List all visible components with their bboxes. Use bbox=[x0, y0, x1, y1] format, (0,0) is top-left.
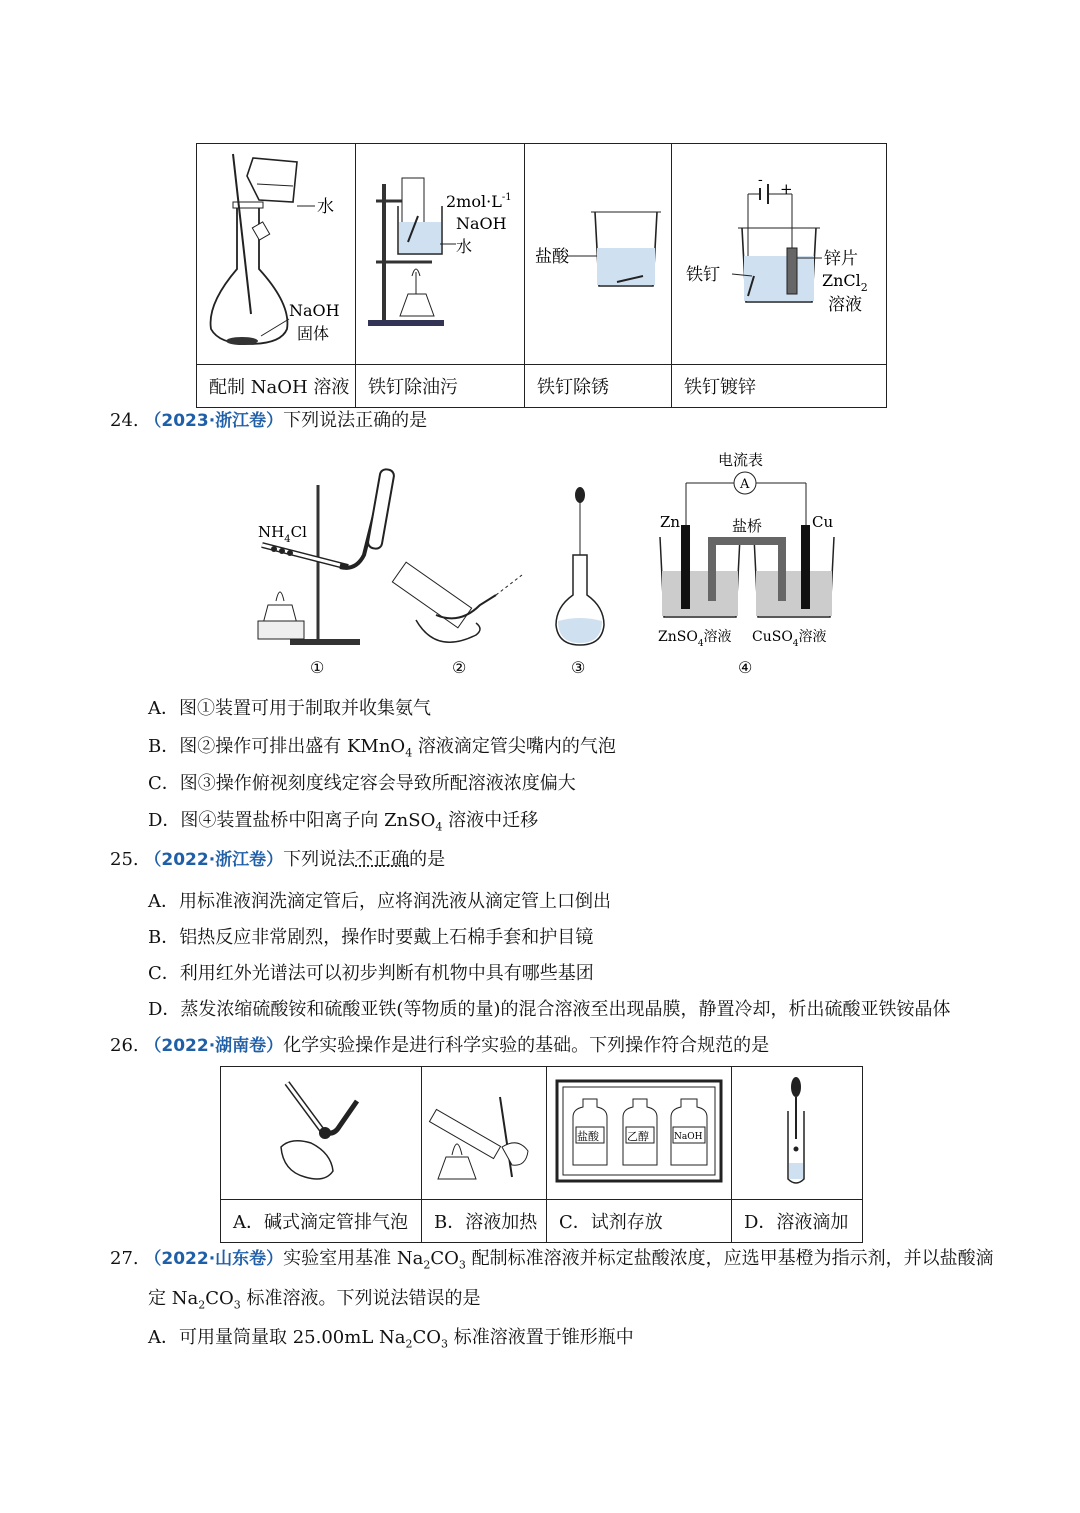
q24-option-a: A．图①装置可用于制取并收集氨气 bbox=[148, 698, 431, 719]
question-number: 27. bbox=[110, 1248, 139, 1269]
fig-galvanize bbox=[672, 144, 887, 365]
label-water: 水 bbox=[317, 197, 334, 217]
caption-prepare-naoh: 配制 NaOH 溶液 bbox=[197, 365, 356, 408]
q24-figures bbox=[240, 445, 850, 685]
caption-a: A．碱式滴定管排气泡 bbox=[221, 1200, 422, 1243]
question-text: 下列说法正确的是 bbox=[283, 410, 428, 431]
question-number: 25. bbox=[110, 849, 139, 870]
caption-galvanize: 铁钉镀锌 bbox=[672, 365, 887, 408]
caption-derust: 铁钉除锈 bbox=[525, 365, 672, 408]
label-naoh: NaOH bbox=[289, 301, 340, 320]
figure-1-ammonia bbox=[258, 468, 395, 677]
question-source: （2023·浙江卷） bbox=[144, 411, 284, 431]
emphasis-not-correct: 不正确 bbox=[355, 849, 410, 870]
label-znso4: ZnSO$_4$溶液 bbox=[658, 629, 732, 649]
question-number: 24. bbox=[110, 410, 139, 431]
plus-sign: + bbox=[780, 180, 793, 198]
figure-2-burette bbox=[392, 562, 522, 677]
question-27-line-2: 定 $Na_2CO_3$ 标准溶液。下列说法错误的是 bbox=[148, 1288, 481, 1312]
fig-degrease bbox=[356, 144, 525, 365]
figure-number-2: ② bbox=[452, 658, 467, 677]
label-zn: Zn bbox=[660, 513, 681, 531]
figure-4-galvanic-cell bbox=[658, 451, 834, 677]
label-water-2: 水 bbox=[456, 237, 473, 256]
label-zinc: 锌片 bbox=[824, 249, 858, 269]
question-number: 26. bbox=[110, 1035, 139, 1056]
question-source: （2022·山东卷） bbox=[144, 1249, 284, 1269]
fig-prepare-naoh bbox=[197, 144, 356, 365]
q25-option-c: C．利用红外光谱法可以初步判断有机物中具有哪些基团 bbox=[148, 963, 594, 984]
q24-option-c: C．图③操作俯视刻度线定容会导致所配溶液浓度偏大 bbox=[148, 773, 576, 794]
label-conc: $2mol\cdot L^{-1}$ bbox=[446, 192, 512, 211]
fig-storage bbox=[547, 1067, 732, 1200]
water-bath-diagram bbox=[356, 144, 524, 360]
question-26-stem bbox=[110, 1031, 769, 1057]
question-24-stem bbox=[110, 406, 427, 432]
caption-d: D．溶液滴加 bbox=[732, 1200, 863, 1243]
fig-burette-bubbles bbox=[221, 1067, 422, 1200]
hand-burette-icon bbox=[221, 1067, 421, 1195]
question-text: 化学实验操作是进行科学实验的基础。下列操作符合规范的是 bbox=[283, 1035, 770, 1056]
figure-number-1: ① bbox=[310, 658, 325, 677]
ammeter-symbol: A bbox=[740, 477, 750, 492]
label-zncl2: ZnCl$_2$ bbox=[822, 271, 868, 294]
bottle-label-naoh: NaOH bbox=[674, 1132, 703, 1142]
caption-degrease: 铁钉除油污 bbox=[356, 365, 525, 408]
question-source: （2022·浙江卷） bbox=[144, 850, 284, 870]
label-salt-bridge: 盐桥 bbox=[732, 517, 763, 535]
label-naoh-2: NaOH bbox=[456, 214, 507, 233]
label-cuso4: CuSO$_4$溶液 bbox=[752, 629, 827, 649]
label-hcl: 盐酸 bbox=[535, 247, 569, 267]
label-cu: Cu bbox=[812, 513, 834, 531]
bottle-label-ethanol: 乙醇 bbox=[627, 1130, 649, 1143]
reagent-cabinet-icon bbox=[547, 1067, 731, 1195]
fig-derust bbox=[525, 144, 672, 365]
q24-option-d: D．图④装置盐桥中阳离子向 ZnSO$_4$ 溶液中迁移 bbox=[148, 810, 539, 834]
label-nh4cl: $NH_4Cl$ bbox=[258, 523, 307, 545]
q25-option-d: D．蒸发浓缩硫酸铵和硫酸亚铁(等物质的量)的混合溶液至出现晶膜，静置冷却，析出硫酸亚铁铵晶体 bbox=[148, 999, 951, 1020]
label-nail: 铁钉 bbox=[686, 265, 720, 285]
caption-c: C．试剂存放 bbox=[547, 1200, 732, 1243]
bottle-label-hcl: 盐酸 bbox=[577, 1130, 599, 1143]
fig-heating bbox=[422, 1067, 547, 1200]
q25-option-b: B．铝热反应非常剧烈，操作时要戴上石棉手套和护目镜 bbox=[148, 927, 594, 948]
q24-option-b: B．图②操作可排出盛有 KMnO$_4$ 溶液滴定管尖嘴内的气泡 bbox=[148, 736, 616, 760]
q27-option-a: A．可用量筒量取 25.00mL $Na_2CO_3$ 标准溶液置于锥形瓶中 bbox=[148, 1327, 634, 1351]
figure-number-4: ④ bbox=[738, 658, 753, 677]
label-solution: 溶液 bbox=[828, 295, 862, 315]
fig-dropping bbox=[732, 1067, 863, 1200]
label-solid: 固体 bbox=[297, 324, 330, 343]
figure-3-volumetric-flask bbox=[556, 487, 604, 677]
caption-b: B．溶液加热 bbox=[422, 1200, 547, 1243]
q25-option-a: A．用标准液润洗滴定管后，应将润洗液从滴定管上口倒出 bbox=[148, 891, 611, 912]
label-ammeter: 电流表 bbox=[718, 451, 764, 469]
figure-number-3: ③ bbox=[571, 658, 586, 677]
volumetric-flask-diagram bbox=[197, 144, 355, 360]
question-27-stem: 27. （2022·山东卷）实验室用基准 $Na_2CO_3$ 配制标准溶液并标定盐酸浓度，应选甲基橙为指示剂，并以盐酸滴 bbox=[110, 1248, 994, 1272]
beaker-hcl-diagram bbox=[525, 144, 671, 360]
dropper-test-tube-icon bbox=[732, 1067, 862, 1195]
apparatus-table-1 bbox=[196, 143, 887, 408]
question-source: （2022·湖南卷） bbox=[144, 1036, 284, 1056]
electroplating-diagram bbox=[672, 144, 886, 360]
apparatus-table-2 bbox=[220, 1066, 863, 1243]
question-25-stem: 25. （2022·浙江卷）下列说法不正确的是 bbox=[110, 849, 446, 870]
heating-test-tube-icon bbox=[422, 1067, 546, 1195]
minus-sign: - bbox=[758, 172, 763, 188]
